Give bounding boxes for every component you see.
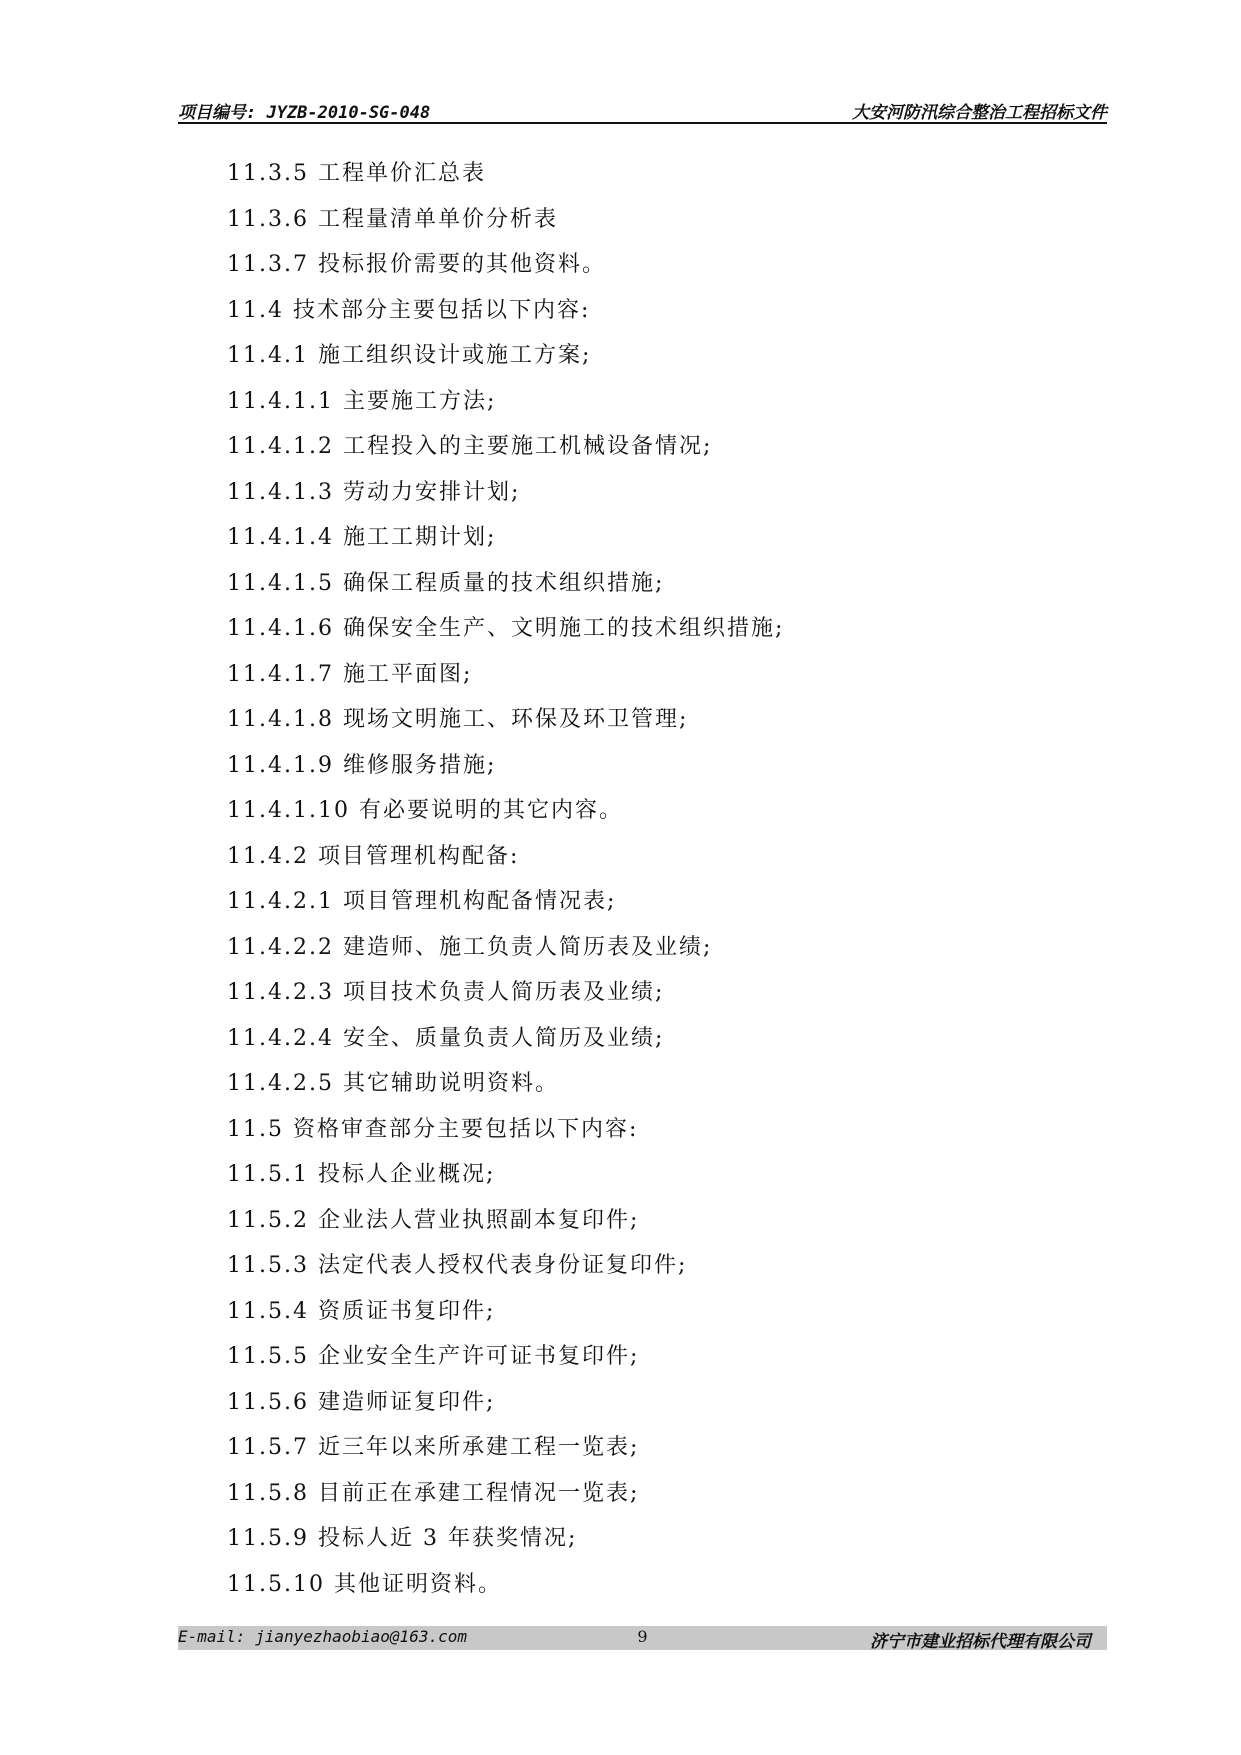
footer-email: E-mail: jianyezhaobiao@163.com	[178, 1627, 467, 1646]
list-item: 11.4.2.2 建造师、施工负责人简历表及业绩;	[227, 934, 713, 960]
footer-company: 济宁市建业招标代理有限公司	[870, 1632, 1091, 1652]
list-item: 11.5.5 企业安全生产许可证书复印件;	[227, 1344, 640, 1369]
list-item: 11.3.5 工程单价汇总表	[227, 161, 486, 186]
list-item: 11.4.1.2 工程投入的主要施工机械设备情况;	[227, 434, 713, 459]
list-item: 11.5.8 目前正在承建工程情况一览表;	[227, 1480, 640, 1506]
list-item: 11.5.7 近三年以来所承建工程一览表;	[227, 1435, 640, 1460]
list-item: 11.4.2.5 其它辅助说明资料。	[227, 1071, 559, 1096]
list-item: 11.5.4 资质证书复印件;	[227, 1298, 496, 1324]
document-title: 大安河防汛综合整治工程招标文件	[852, 103, 1107, 123]
project-number: 项目编号: JYZB-2010-SG-048	[178, 103, 431, 123]
list-item: 11.4.2 项目管理机构配备:	[227, 843, 520, 869]
list-item: 11.4.1.3 劳动力安排计划;	[227, 479, 521, 505]
page-header	[178, 96, 1107, 124]
list-item: 11.3.7 投标报价需要的其他资料。	[227, 252, 606, 277]
list-item: 11.4.1.8 现场文明施工、环保及环卫管理;	[227, 707, 689, 732]
list-item: 11.5.1 投标人企业概况;	[227, 1162, 496, 1187]
list-item: 11.4.1 施工组织设计或施工方案;	[227, 343, 592, 368]
list-item: 11.4.1.9 维修服务措施;	[227, 752, 497, 778]
list-item: 11.5.6 建造师证复印件;	[227, 1389, 496, 1415]
list-item: 11.4.1.4 施工工期计划;	[227, 525, 497, 550]
section-heading: 11.4 技术部分主要包括以下内容:	[227, 297, 591, 323]
page-footer	[178, 1626, 1107, 1650]
list-item: 11.4.1.10 有必要说明的其它内容。	[227, 798, 623, 823]
list-item: 11.4.1.7 施工平面图;	[227, 661, 473, 687]
list-item: 11.4.2.1 项目管理机构配备情况表;	[227, 889, 617, 914]
list-item: 11.4.2.4 安全、质量负责人简历及业绩;	[227, 1025, 665, 1051]
list-item: 11.5.9 投标人近 3 年获奖情况;	[227, 1526, 578, 1551]
document-body	[227, 158, 1087, 1614]
list-item: 11.4.1.5 确保工程质量的技术组织措施;	[227, 570, 665, 596]
section-heading: 11.5 资格审查部分主要包括以下内容:	[227, 1116, 639, 1142]
list-item: 11.5.3 法定代表人授权代表身份证复印件;	[227, 1253, 688, 1278]
list-item: 11.4.2.3 项目技术负责人简历表及业绩;	[227, 980, 665, 1005]
list-item: 11.4.1.1 主要施工方法;	[227, 388, 497, 414]
list-item: 11.3.6 工程量清单单价分析表	[227, 206, 558, 232]
list-item: 11.5.10 其他证明资料。	[227, 1571, 502, 1597]
page-number: 9	[637, 1627, 648, 1646]
list-item: 11.4.1.6 确保安全生产、文明施工的技术组织措施;	[227, 616, 785, 641]
list-item: 11.5.2 企业法人营业执照副本复印件;	[227, 1207, 640, 1233]
